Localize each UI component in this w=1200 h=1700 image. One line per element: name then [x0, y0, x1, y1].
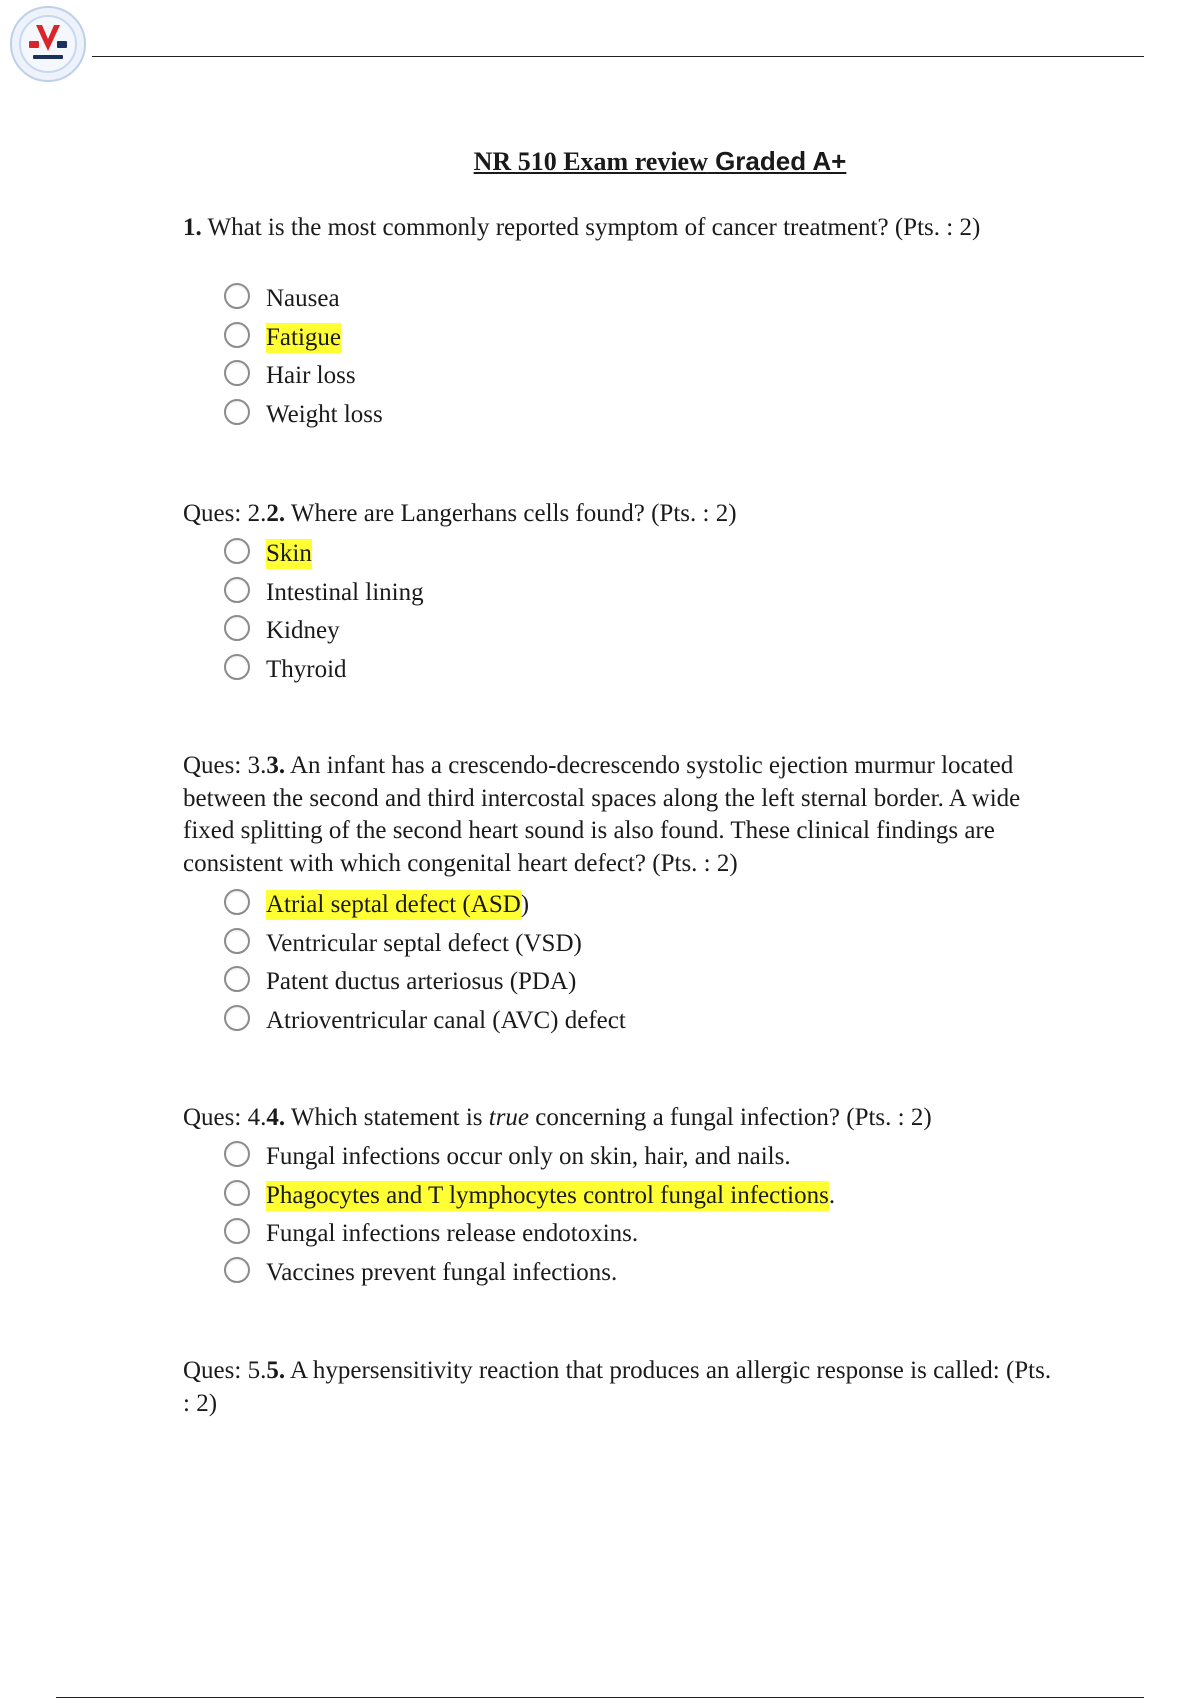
question-3: [183, 750, 1063, 880]
radio-button[interactable]: [224, 615, 250, 641]
question-prefix: Ques: 3.: [183, 752, 267, 779]
answer-option[interactable]: [224, 1215, 1044, 1254]
radio-button[interactable]: [224, 577, 250, 603]
answer-option[interactable]: [224, 1177, 1044, 1216]
radio-button[interactable]: [224, 1005, 250, 1031]
answer-option[interactable]: [224, 651, 1044, 690]
option-label-highlighted: Fatigue: [266, 323, 341, 351]
option-label: Weight loss: [266, 400, 383, 428]
question-1: [183, 212, 1063, 245]
option-label: Patent ductus arteriosus (PDA): [266, 968, 577, 996]
radio-button[interactable]: [224, 360, 250, 386]
logo-badge-icon: [10, 6, 86, 82]
answer-option[interactable]: [224, 1254, 1044, 1293]
answer-option[interactable]: [224, 1002, 1044, 1041]
question-2-options: [224, 535, 1044, 689]
answer-option[interactable]: [224, 612, 1044, 651]
question-5: [183, 1355, 1063, 1420]
question-3-options: [224, 886, 1044, 1040]
radio-button[interactable]: [224, 538, 250, 564]
question-text: Which statement is: [285, 1104, 489, 1131]
radio-button[interactable]: [224, 966, 250, 992]
title-part-2: Graded A+: [707, 146, 847, 176]
footer-divider: [56, 1697, 1144, 1698]
radio-button[interactable]: [224, 399, 250, 425]
header-divider: [92, 56, 1144, 57]
option-label-suffix: ): [520, 891, 530, 919]
question-text: An infant has a crescendo-decrescendo systolic ejection murmur located between the second and third intercostal spaces along the left sternal border. A wide fixed splitting of the second heart sound is also found. These clinical findings are consistent with which congenital heart defect? (Pts. : 2): [183, 752, 1021, 877]
question-number: 5.: [266, 1357, 286, 1384]
question-text: A hypersensitivity reaction that produces an allergic response is called: (Pts. : 2): [183, 1357, 1052, 1417]
answer-option[interactable]: [224, 357, 1044, 396]
radio-button[interactable]: [224, 889, 250, 915]
question-4: [183, 1102, 1063, 1135]
option-label: Thyroid: [266, 655, 347, 683]
option-label: Hair loss: [266, 362, 356, 390]
option-label: Intestinal lining: [266, 578, 424, 606]
answer-option[interactable]: [224, 925, 1044, 964]
option-label: Fungal infections release endotoxins.: [266, 1220, 639, 1248]
question-number: 1.: [183, 214, 202, 241]
radio-button[interactable]: [224, 283, 250, 309]
option-label-highlighted: Skin: [266, 540, 312, 568]
answer-option[interactable]: [224, 1138, 1044, 1177]
answer-option[interactable]: [224, 319, 1044, 358]
option-label-highlighted: Phagocytes and T lymphocytes control fungal infections: [266, 1181, 829, 1209]
option-label-highlighted: Atrial septal defect (ASD: [266, 891, 521, 919]
question-prefix: Ques: 2.: [183, 500, 267, 527]
question-text: What is the most commonly reported symptom of cancer treatment? (Pts. : 2): [201, 214, 981, 241]
option-label: Fungal infections occur only on skin, hair, and nails.: [266, 1143, 791, 1171]
answer-option[interactable]: [224, 396, 1044, 435]
option-label: Vaccines prevent fungal infections.: [266, 1258, 618, 1286]
answer-option[interactable]: [224, 886, 1044, 925]
radio-button[interactable]: [224, 1218, 250, 1244]
radio-button[interactable]: [224, 1180, 250, 1206]
title-part-1: NR 510 Exam review: [473, 147, 708, 176]
question-4-options: [224, 1138, 1044, 1292]
question-1-options: [224, 280, 1044, 434]
question-text: Where are Langerhans cells found? (Pts. : 2): [285, 500, 737, 527]
radio-button[interactable]: [224, 928, 250, 954]
radio-button[interactable]: [224, 1141, 250, 1167]
radio-button[interactable]: [224, 1257, 250, 1283]
question-prefix: Ques: 4.: [183, 1104, 267, 1131]
answer-option[interactable]: [224, 963, 1044, 1002]
answer-option[interactable]: [224, 280, 1044, 319]
question-2: [183, 498, 1063, 531]
question-number: 4.: [266, 1104, 286, 1131]
option-label: Kidney: [266, 617, 340, 645]
question-text: concerning a fungal infection? (Pts. : 2): [529, 1104, 932, 1131]
option-label-suffix: .: [828, 1181, 836, 1209]
logo-badge-icon-graphic: [17, 13, 79, 75]
answer-option[interactable]: [224, 574, 1044, 613]
option-label: Ventricular septal defect (VSD): [266, 929, 582, 957]
answer-option[interactable]: [224, 535, 1044, 574]
page-title: [0, 146, 1200, 177]
option-label: Atrioventricular canal (AVC) defect: [266, 1006, 626, 1034]
option-label: Nausea: [266, 285, 340, 313]
radio-button[interactable]: [224, 322, 250, 348]
question-text-emphasis: true: [488, 1104, 530, 1131]
question-number: 2.: [266, 500, 286, 527]
question-prefix: Ques: 5.: [183, 1357, 267, 1384]
question-number: 3.: [266, 752, 286, 779]
radio-button[interactable]: [224, 654, 250, 680]
